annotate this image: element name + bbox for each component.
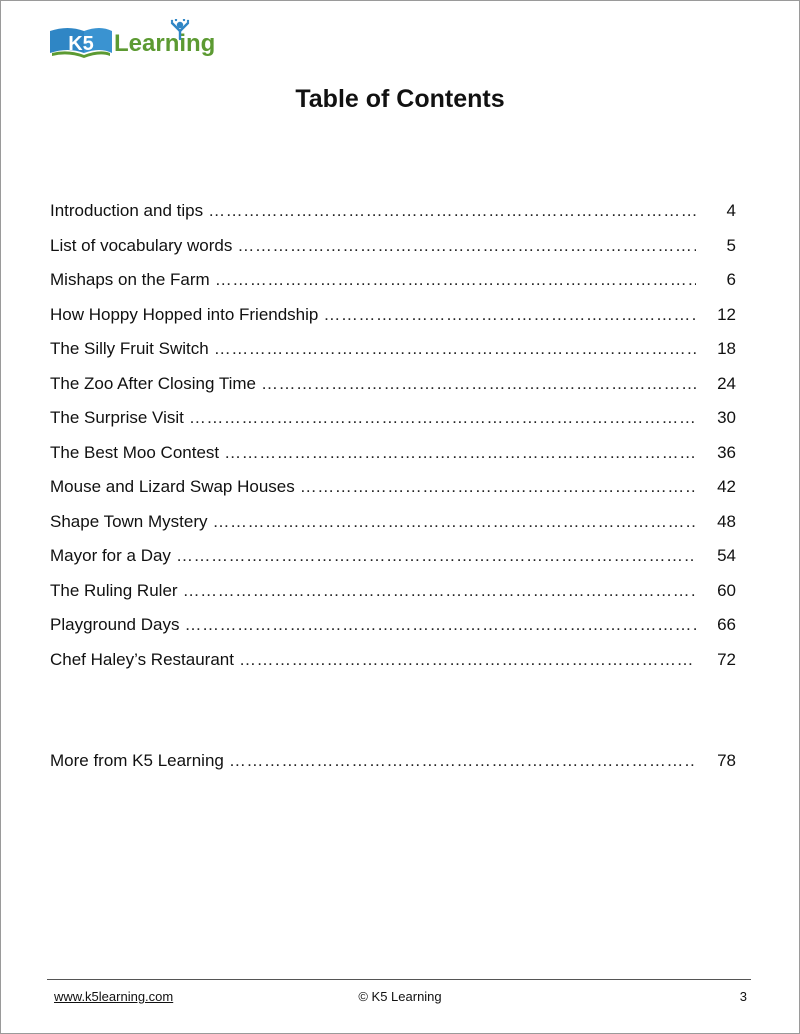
toc-row bbox=[50, 200, 736, 222]
toc-row bbox=[50, 511, 736, 533]
toc-page-number: 48 bbox=[717, 511, 736, 531]
toc-row bbox=[50, 235, 736, 257]
toc-label: Chef Haley’s Restaurant bbox=[50, 649, 234, 669]
dot-leader bbox=[237, 235, 696, 257]
toc-row bbox=[50, 304, 736, 326]
dot-leader bbox=[229, 750, 696, 772]
toc-row bbox=[50, 649, 736, 671]
toc-row bbox=[50, 269, 736, 291]
svg-text:K5: K5 bbox=[68, 33, 94, 55]
toc-label: List of vocabulary words bbox=[50, 235, 233, 255]
toc-page-number: 72 bbox=[717, 649, 736, 669]
toc-label: The Surprise Visit bbox=[50, 408, 184, 427]
toc-label: Mishaps on the Farm bbox=[50, 270, 210, 289]
toc-label: The Zoo After Closing Time bbox=[50, 373, 256, 393]
toc-row bbox=[50, 338, 736, 360]
dot-leader bbox=[239, 649, 696, 671]
toc-row bbox=[50, 545, 736, 567]
toc-page-number: 6 bbox=[726, 270, 736, 289]
page-title: Table of Contents bbox=[295, 85, 505, 113]
toc-page-number: 24 bbox=[717, 373, 736, 393]
toc-label: Shape Town Mystery bbox=[50, 511, 208, 531]
toc-page-number: 78 bbox=[717, 751, 736, 770]
toc-label: More from K5 Learning bbox=[50, 751, 224, 770]
toc-label: The Ruling Ruler bbox=[50, 580, 178, 600]
toc-label: Introduction and tips bbox=[50, 201, 204, 220]
dot-leader bbox=[183, 580, 696, 602]
svg-text:Learning: Learning bbox=[114, 30, 216, 57]
footer-website-link[interactable]: www.k5learning.com bbox=[54, 989, 174, 1004]
toc-page-number: 5 bbox=[726, 235, 736, 255]
dot-leader bbox=[323, 304, 696, 326]
toc-row-more-from-k5 bbox=[50, 750, 736, 772]
toc-row bbox=[50, 614, 736, 636]
dot-leader bbox=[214, 338, 696, 360]
toc-page-number: 18 bbox=[717, 339, 736, 358]
toc-row bbox=[50, 476, 736, 498]
toc-label: The Silly Fruit Switch bbox=[50, 339, 209, 358]
toc-page-number: 54 bbox=[717, 546, 736, 565]
dot-leader bbox=[212, 511, 696, 533]
toc-row bbox=[50, 373, 736, 395]
toc-page-number: 66 bbox=[717, 615, 736, 634]
footer-copyright: © K5 Learning bbox=[358, 989, 442, 1004]
dot-leader bbox=[224, 442, 696, 464]
k5-learning-logo bbox=[48, 19, 216, 61]
toc-page-number: 42 bbox=[717, 477, 736, 496]
dot-leader bbox=[184, 614, 696, 636]
dot-leader bbox=[300, 476, 696, 498]
toc-label: Mouse and Lizard Swap Houses bbox=[50, 477, 295, 496]
toc-page-number: 4 bbox=[726, 201, 736, 220]
toc-label: Mayor for a Day bbox=[50, 546, 171, 565]
toc-page-number: 12 bbox=[717, 304, 736, 324]
toc-row bbox=[50, 580, 736, 602]
footer-divider bbox=[47, 979, 751, 980]
toc-page-number: 60 bbox=[717, 580, 736, 600]
toc-row bbox=[50, 442, 736, 464]
toc-row bbox=[50, 407, 736, 429]
toc-label: How Hoppy Hopped into Friendship bbox=[50, 304, 319, 324]
dot-leader bbox=[261, 373, 696, 395]
toc-page-number: 36 bbox=[717, 442, 736, 462]
dot-leader bbox=[189, 407, 696, 429]
dot-leader bbox=[215, 269, 696, 291]
footer-page-number: 3 bbox=[739, 989, 747, 1004]
toc-label: Playground Days bbox=[50, 615, 180, 634]
toc-label: The Best Moo Contest bbox=[50, 442, 220, 462]
dot-leader bbox=[208, 200, 696, 222]
dot-leader bbox=[176, 545, 696, 567]
toc-page-number: 30 bbox=[717, 408, 736, 427]
